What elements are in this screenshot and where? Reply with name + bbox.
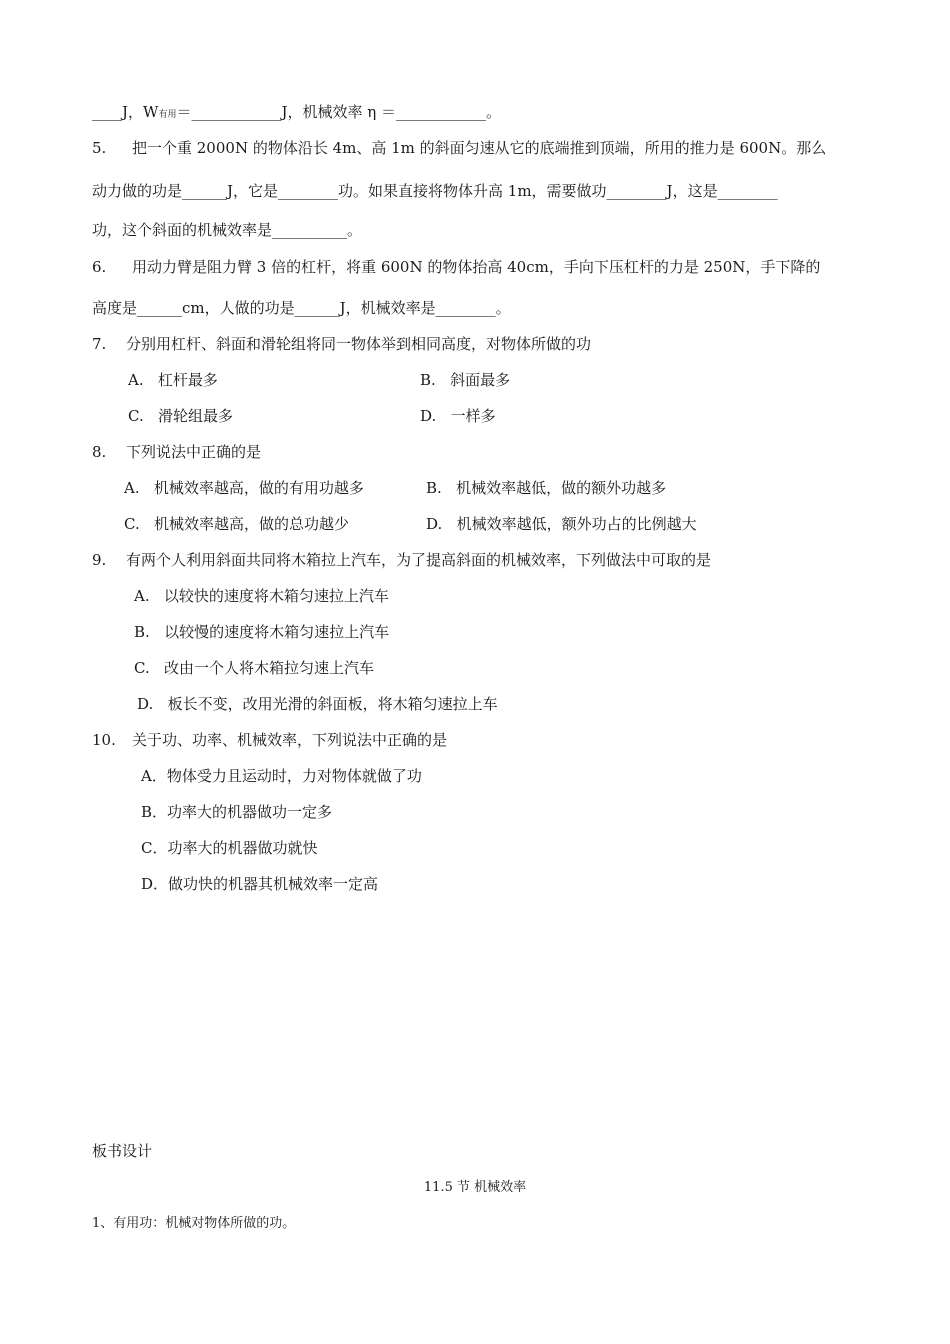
question-9-option-d: D. 板长不变，改用光滑的斜面板，将木箱匀速拉上车 bbox=[137, 695, 498, 713]
subscript-youyong: 有用 bbox=[158, 110, 177, 120]
question-5-line-3: 功，这个斜面的机械效率是__________。 bbox=[92, 221, 363, 239]
question-8-option-d: D. 机械效率越低，额外功占的比例越大 bbox=[426, 515, 697, 533]
question-5-line-2: 动力做的功是______J，它是________功。如果直接将物体升高 1m，需要做功________J，这是________ bbox=[92, 182, 778, 200]
board-design-heading: 板书设计 bbox=[92, 1142, 153, 1160]
question-9-option-b: B. 以较慢的速度将木箱匀速拉上汽车 bbox=[134, 623, 390, 641]
question-10-option-a: A．物体受力且运动时，力对物体就做了功 bbox=[141, 767, 422, 785]
question-9-option-c: C. 改由一个人将木箱拉匀速上汽车 bbox=[134, 659, 375, 677]
board-point-1: 1、有用功：机械对物体所做的功。 bbox=[92, 1216, 296, 1231]
question-9-option-a: A. 以较快的速度将木箱匀速拉上汽车 bbox=[134, 587, 389, 605]
question-8-stem: 8. 下列说法中正确的是 bbox=[92, 443, 262, 461]
question-7-option-b: B. 斜面最多 bbox=[420, 371, 511, 389]
question-7-option-d: D. 一样多 bbox=[420, 407, 496, 425]
question-10-option-b: B．功率大的机器做功一定多 bbox=[141, 803, 333, 821]
question-7-option-a: A. 杠杆最多 bbox=[128, 371, 218, 389]
question-9-stem: 9. 有两个人利用斜面共同将木箱拉上汽车，为了提高斜面的机械效率，下列做法中可取的是 bbox=[92, 551, 712, 569]
question-5-line-1: 5. 把一个重 2000N 的物体沿长 4m、高 1m 的斜面匀速从它的底端推到顶端，所用的推力是 600N。那么 bbox=[92, 139, 827, 157]
question-7-option-c: C. 滑轮组最多 bbox=[128, 407, 234, 425]
fill-in-line-continued: ____J，W有用＝____________J，机械效率 η ＝____________。 bbox=[92, 103, 501, 121]
question-8-option-c: C. 机械效率越高，做的总功越少 bbox=[124, 515, 350, 533]
question-10-stem: 10. 关于功、功率、机械效率，下列说法中正确的是 bbox=[92, 731, 448, 749]
board-section-title: 11.5 节 机械效率 bbox=[423, 1180, 527, 1195]
question-7-stem: 7. 分别用杠杆、斜面和滑轮组将同一物体举到相同高度，对物体所做的功 bbox=[92, 335, 592, 353]
question-10-option-c: C．功率大的机器做功就快 bbox=[141, 839, 318, 857]
question-8-option-b: B. 机械效率越低，做的额外功越多 bbox=[426, 479, 667, 497]
question-6-line-1: 6. 用动力臂是阻力臂 3 倍的杠杆，将重 600N 的物体抬高 40cm，手向下压杠杆的力是 250N，手下降的 bbox=[92, 258, 821, 276]
question-10-option-d: D．做功快的机器其机械效率一定高 bbox=[141, 875, 379, 893]
question-6-line-2: 高度是______cm，人做的功是______J，机械效率是________。 bbox=[92, 299, 511, 317]
question-8-option-a: A. 机械效率越高，做的有用功越多 bbox=[124, 479, 364, 497]
